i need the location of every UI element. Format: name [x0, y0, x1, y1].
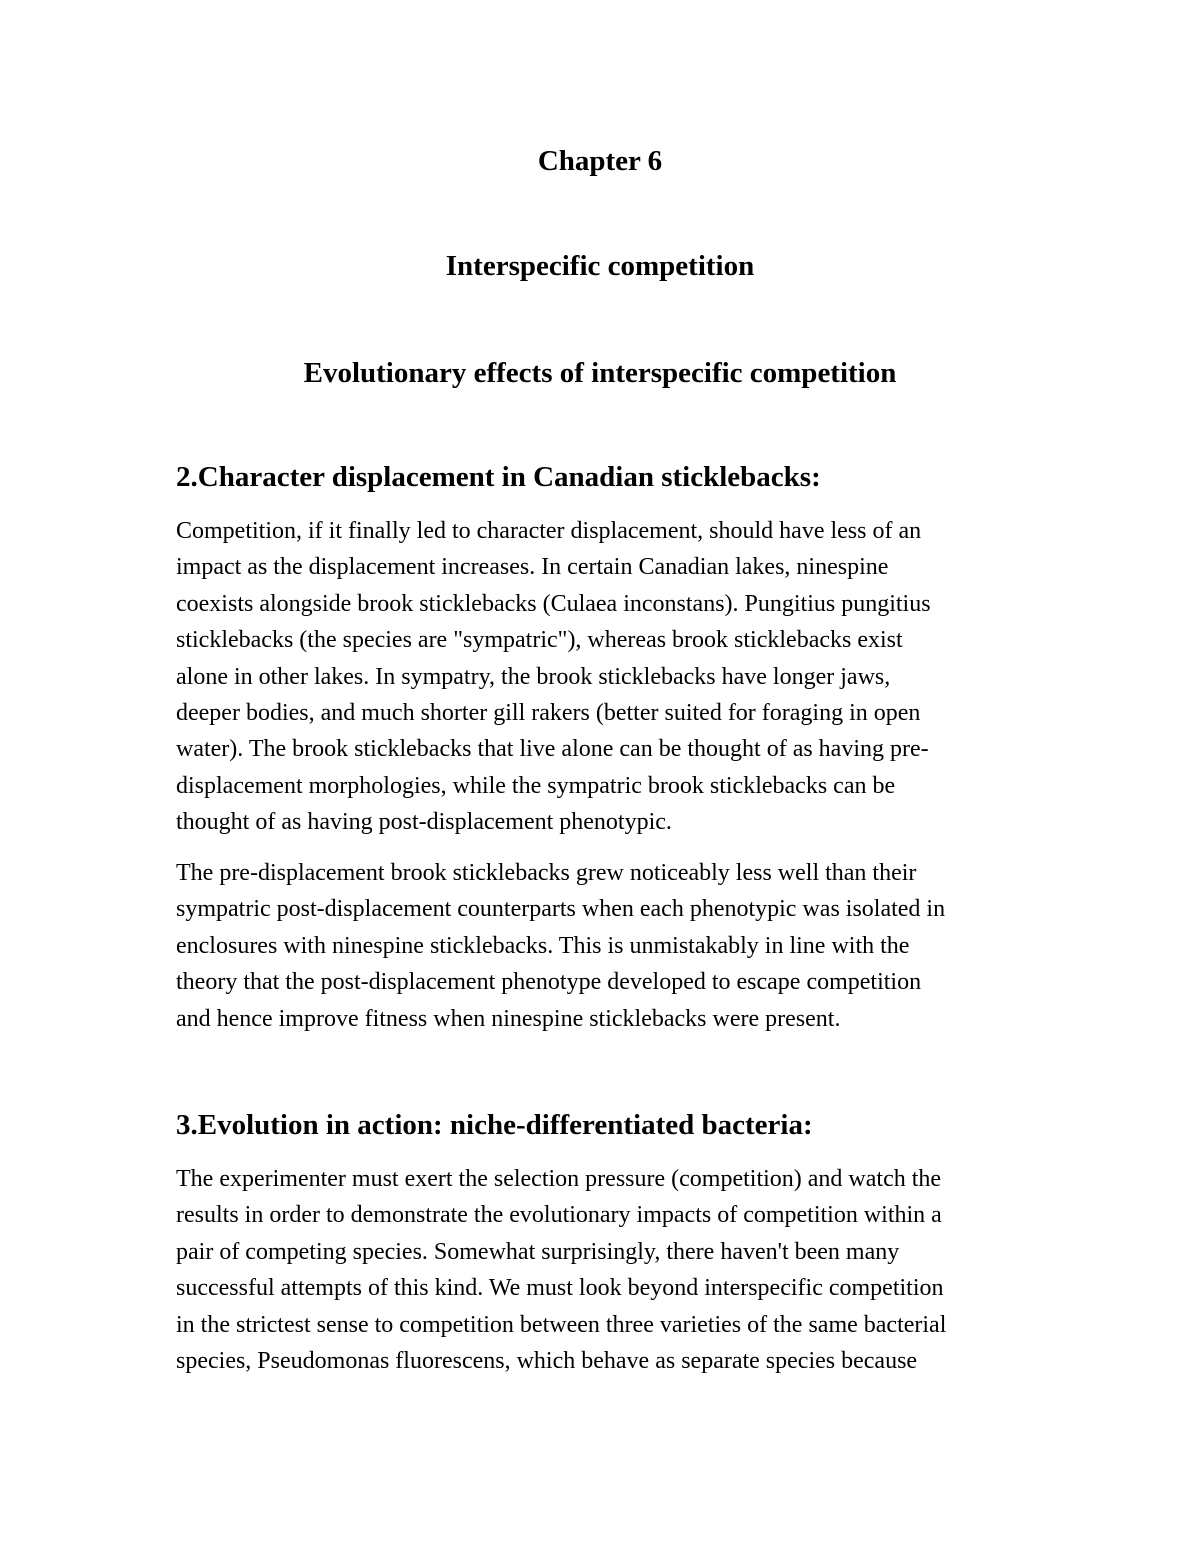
text-line: in the strictest sense to competition between three varieties of the same bacterial [176, 1311, 947, 1338]
chapter-title: Chapter 6 [537, 145, 663, 177]
text-line: Competition, if it finally led to character displacement, should have less of an [176, 518, 922, 544]
text-line: pair of competing species. Somewhat surprisingly, there haven't been many [176, 1238, 900, 1265]
section-3-heading: 3.Evolution in action: niche-differentiated bacteria: [176, 1109, 813, 1141]
text-line: thought of as having post-displacement phenotypic. [176, 809, 672, 836]
text-line: The experimenter must exert the selection pressure (competition) and watch the [176, 1166, 942, 1192]
section-2-heading: 2.Character displacement in Canadian sticklebacks: [176, 461, 821, 493]
section-2-paragraph-1 [176, 513, 1076, 841]
text-line: deeper bodies, and much shorter gill rakers (better suited for foraging in open [176, 699, 921, 726]
text-line: and hence improve fitness when ninespine sticklebacks were present. [176, 1005, 841, 1032]
text-line: impact as the displacement increases. In certain Canadian lakes, ninespine [176, 554, 889, 581]
text-line: species, Pseudomonas fluorescens, which behave as separate species because [176, 1347, 918, 1374]
section-title: Evolutionary effects of interspecific competition [303, 357, 897, 389]
text-line: theory that the post-displacement phenotype developed to escape competition [176, 969, 922, 996]
text-line: water). The brook sticklebacks that live alone can be thought of as having pre- [176, 736, 929, 763]
text-line: successful attempts of this kind. We must look beyond interspecific competition [176, 1275, 944, 1302]
text-line: results in order to demonstrate the evolutionary impacts of competition within a [176, 1202, 942, 1229]
text-line: coexists alongside brook sticklebacks (Culaea inconstans). Pungitius pungitius [176, 590, 931, 617]
section-2-paragraph-2 [176, 855, 1076, 1037]
text-line: sticklebacks (the species are "sympatric"), whereas brook sticklebacks exist [176, 627, 903, 654]
text-line: displacement morphologies, while the sympatric brook sticklebacks can be [176, 772, 896, 799]
section-3-paragraph-1 [176, 1161, 1076, 1379]
topic-title: Interspecific competition [445, 250, 755, 282]
text-line: The pre-displacement brook sticklebacks grew noticeably less well than their [176, 860, 917, 886]
text-line: enclosures with ninespine sticklebacks. This is unmistakably in line with the [176, 932, 910, 959]
text-line: alone in other lakes. In sympatry, the brook sticklebacks have longer jaws, [176, 663, 891, 690]
text-line: sympatric post-displacement counterparts when each phenotypic was isolated in [176, 896, 946, 923]
